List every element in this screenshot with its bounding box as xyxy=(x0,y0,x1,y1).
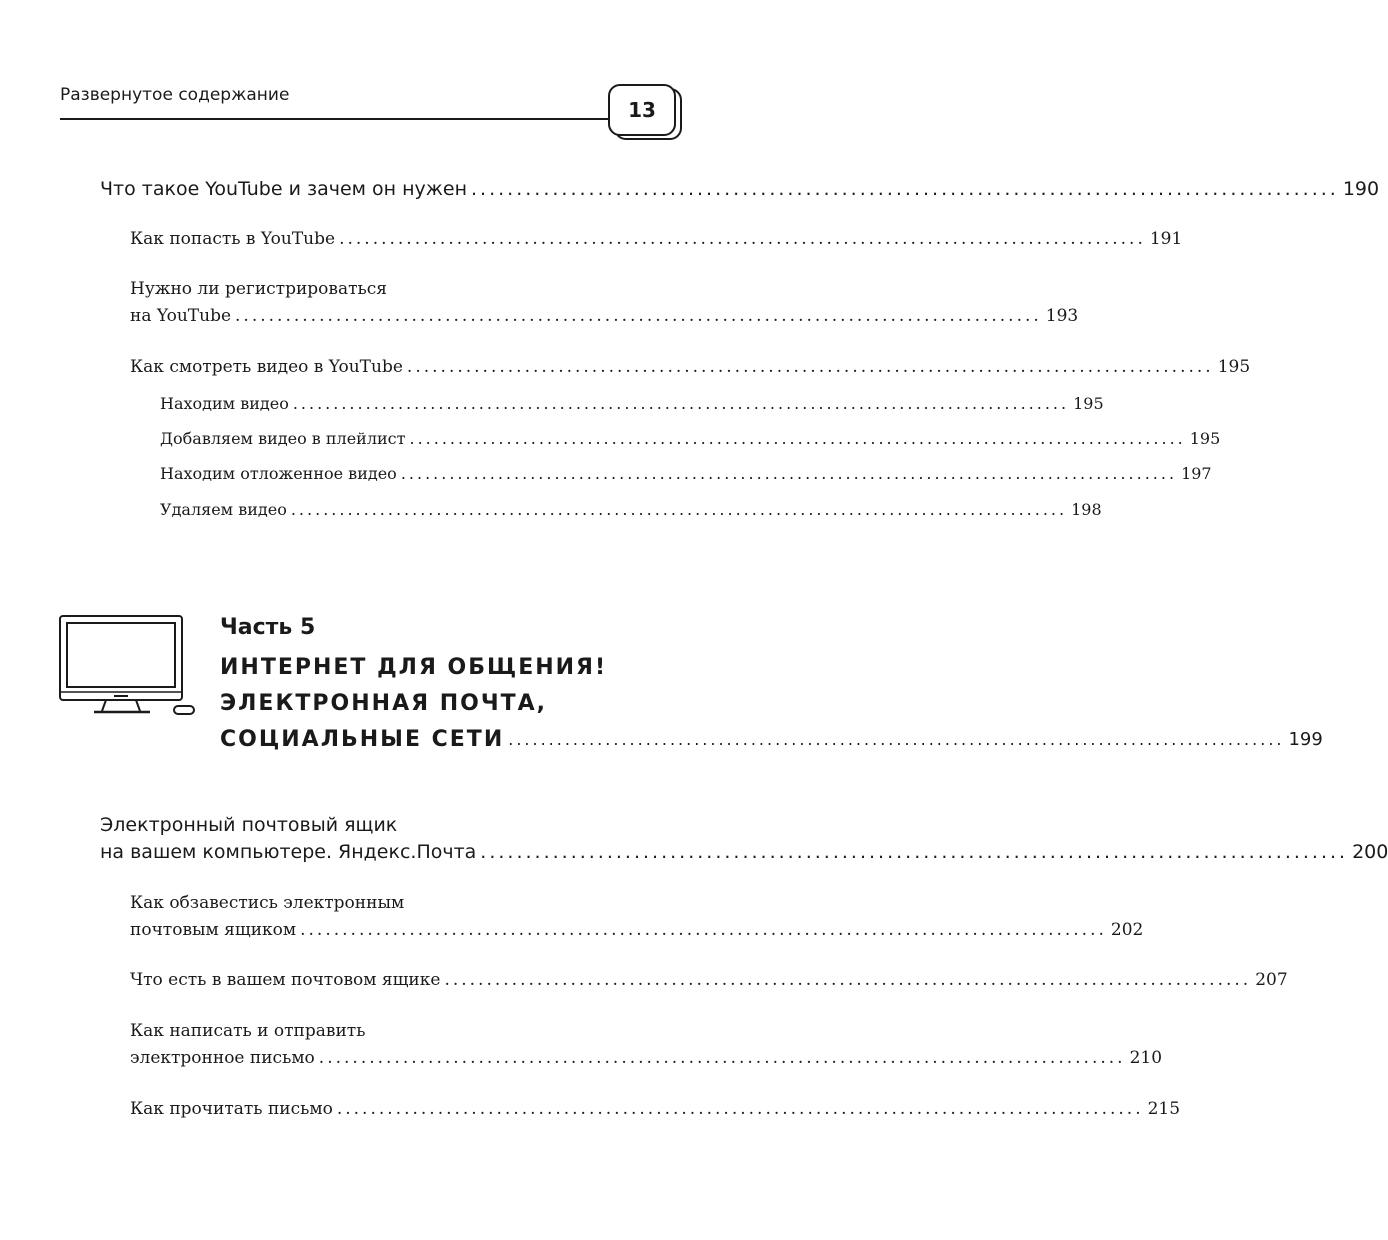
toc-entry-page: 191 xyxy=(1149,229,1183,249)
part-title-line1: ИНТЕРНЕТ ДЛЯ ОБЩЕНИЯ! xyxy=(220,655,608,680)
toc-entry-title: Что такое YouTube и зачем он нужен xyxy=(100,178,468,200)
dot-leader: ................................................................................................ xyxy=(339,229,1146,249)
dot-leader: ................................................................................................ xyxy=(290,500,1068,519)
toc-entry-page: 190 xyxy=(1342,178,1380,200)
toc-entry-page: 207 xyxy=(1255,970,1288,990)
dot-leader: ................................................................................................ xyxy=(400,464,1178,483)
toc-entry-page: 197 xyxy=(1181,464,1212,483)
toc-entry xyxy=(160,393,1104,415)
dot-leader: ................................................................................................ xyxy=(406,357,1214,377)
toc-entry-page: 195 xyxy=(1073,394,1104,413)
dot-leader: ................................................................................................ xyxy=(318,1048,1126,1068)
toc-entry xyxy=(160,499,1102,521)
toc-entry-title: Находим отложенное видео xyxy=(160,464,397,483)
toc-entry-page: 195 xyxy=(1189,429,1221,448)
running-header: Развернутое содержание xyxy=(60,85,290,105)
toc-entry-title: Как попасть в YouTube xyxy=(130,229,336,249)
toc-entry xyxy=(160,463,1212,485)
toc-entry xyxy=(130,226,1183,253)
toc-entry-title-line1: Электронный почтовый ящик xyxy=(100,814,398,836)
dot-leader: ................................................................................................ xyxy=(336,1099,1144,1119)
dot-leader: ................................................................................................ xyxy=(292,394,1070,413)
toc-entry-title-line2: на вашем компьютере. Яндекс.Почта xyxy=(100,841,477,863)
toc-entry-title: Находим видео xyxy=(160,394,289,413)
toc-entry xyxy=(130,1096,1181,1123)
toc-entry-page: 202 xyxy=(1110,920,1144,940)
toc-entry-page: 195 xyxy=(1217,357,1251,377)
dot-leader: ................................................................................................ xyxy=(409,429,1186,448)
toc-entry-page: 198 xyxy=(1071,500,1102,519)
toc-entry-page: 215 xyxy=(1147,1099,1181,1119)
computer-monitor-icon xyxy=(58,612,198,716)
dot-leader: ................................................................................................ xyxy=(444,970,1252,990)
page-number-badge: 13 xyxy=(608,84,676,136)
header-rule xyxy=(60,118,608,120)
dot-leader: ................................................................................................ xyxy=(235,306,1042,326)
toc-entry-title: Добавляем видео в плейлист xyxy=(160,429,406,448)
toc-entry-title: Удаляем видео xyxy=(160,500,287,519)
dot-leader: ................................................................................................ xyxy=(480,841,1349,863)
dot-leader: ................................................................................................ xyxy=(300,920,1107,940)
toc-entry-title-line2: на YouTube xyxy=(130,306,232,326)
toc-entry-title-line1: Как обзавестись электронным xyxy=(130,893,405,913)
dot-leader: ................................................................................................ xyxy=(471,178,1339,200)
toc-entry-title: Что есть в вашем почтовом ящике xyxy=(130,970,441,990)
toc-entry-page: 193 xyxy=(1045,306,1079,326)
toc-entry-title-line1: Нужно ли регистрироваться xyxy=(130,279,388,299)
toc-entry xyxy=(130,890,1144,944)
part-page: 199 xyxy=(1288,729,1323,750)
toc-entry-title-line2: почтовым ящиком xyxy=(130,920,297,940)
toc-entry xyxy=(130,1018,1163,1072)
part-title-line3-row xyxy=(220,722,1323,758)
dot-leader: ................................................................................................ xyxy=(508,730,1285,749)
toc-entry xyxy=(100,176,1380,203)
part-title-line2: ЭЛЕКТРОННАЯ ПОЧТА, xyxy=(220,691,547,716)
toc-entry-page: 210 xyxy=(1129,1048,1163,1068)
part-title-line3: СОЦИАЛЬНЫЕ СЕТИ xyxy=(220,727,505,752)
toc-entry-page: 200 xyxy=(1352,841,1388,863)
toc-entry-title: Как прочитать письмо xyxy=(130,1099,333,1119)
toc-entry xyxy=(130,354,1251,381)
toc-entry-title-line2: электронное письмо xyxy=(130,1048,315,1068)
toc-entry xyxy=(100,812,1388,866)
toc-entry xyxy=(160,428,1221,450)
toc-entry-title-line1: Как написать и отправить xyxy=(130,1021,366,1041)
toc-entry-title: Как смотреть видео в YouTube xyxy=(130,357,403,377)
toc-entry xyxy=(130,967,1288,994)
toc-entry xyxy=(130,276,1079,330)
part-label: Часть 5 xyxy=(220,615,316,640)
